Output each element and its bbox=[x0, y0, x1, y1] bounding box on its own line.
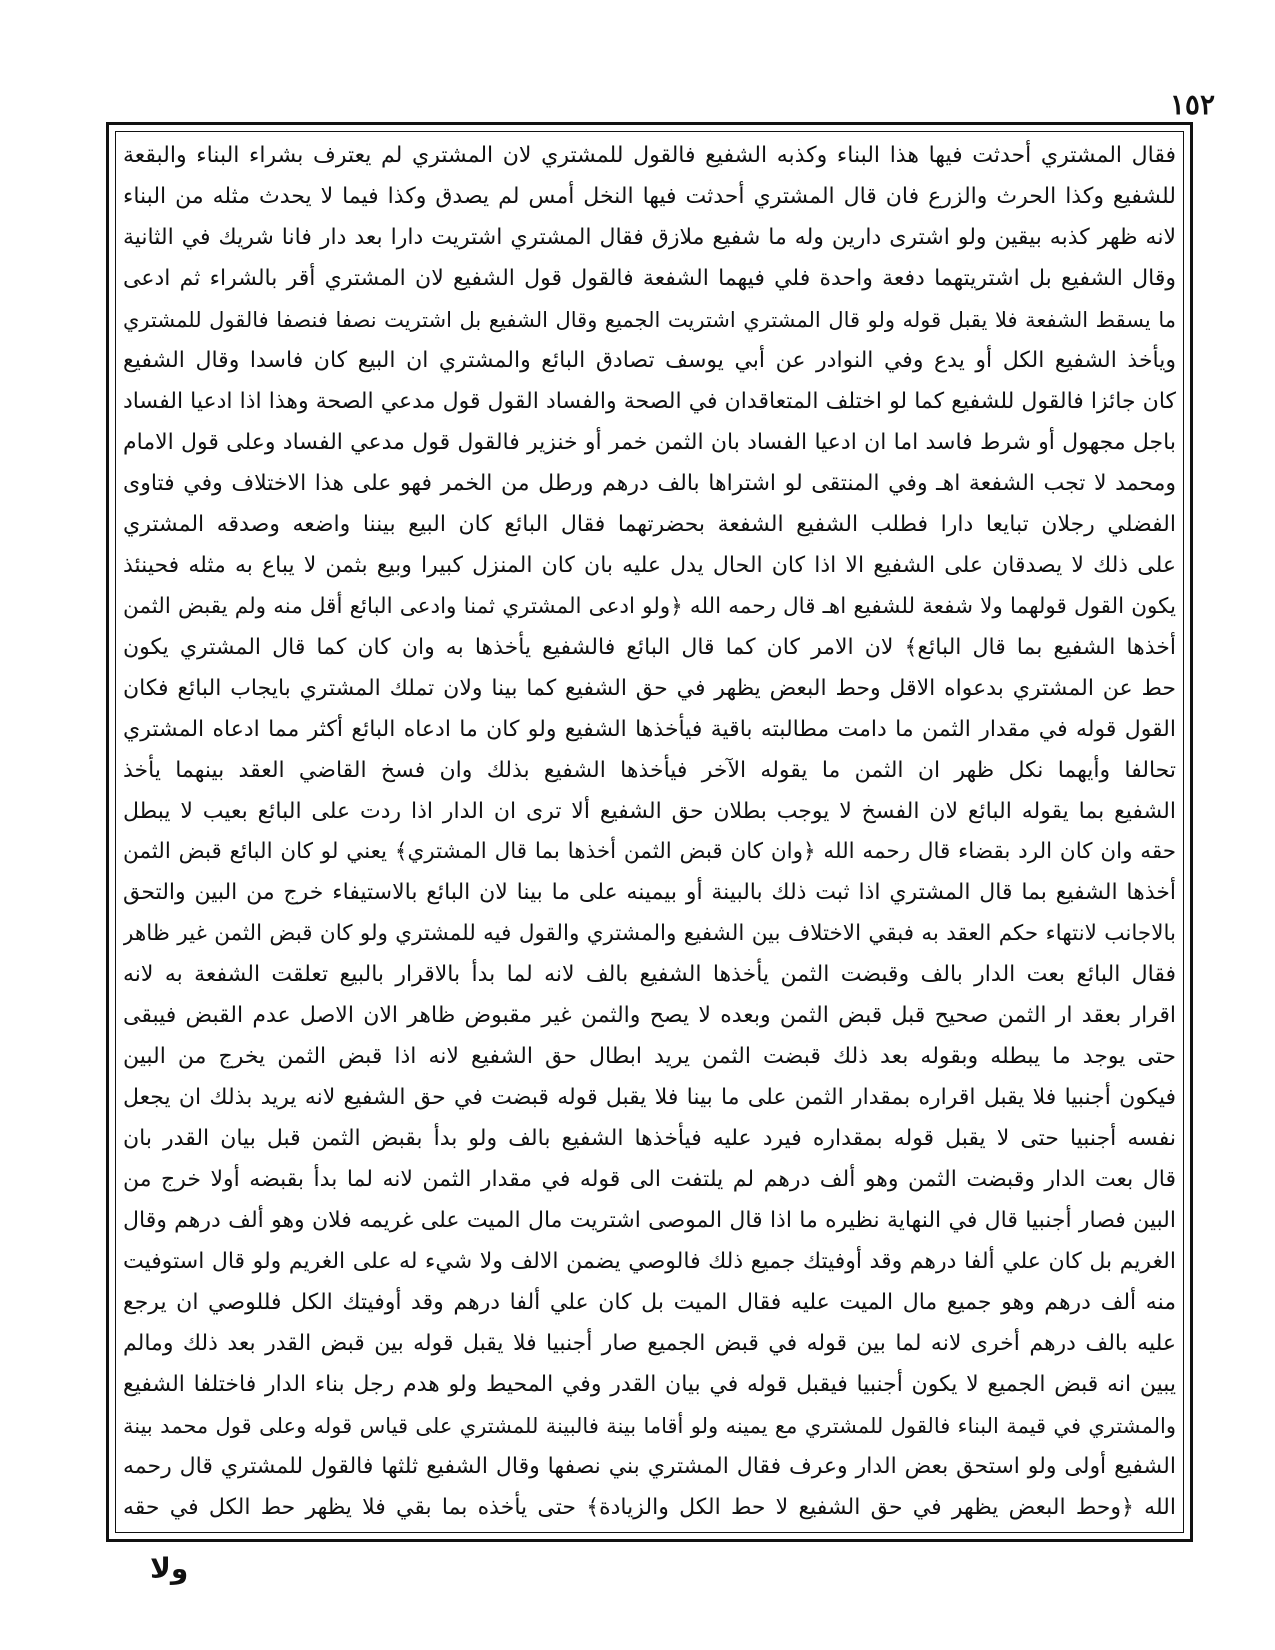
text-line: القول قوله في مقدار الثمن ما دامت مطالبته باقية فيأخذها الشفيع ولو كان ما ادعاه البائع أكثر مما ادعاه المشتري bbox=[123, 716, 1176, 742]
text-line: الشفيع أولى ولو استحق بعض الدار وعرف فقال المشتري بني نصفها وقال الشفيع ثلثها فالقول للمشتري قال رحمه bbox=[123, 1454, 1176, 1479]
text-line: ويأخذ الشفيع الكل أو يدع وفي النوادر عن أبي يوسف تصادق البائع والمشتري ان البيع كان فاسدا وقال الشفيع bbox=[123, 347, 1176, 373]
text-line: فيكون أجنبيا فلا يقبل اقراره بمقدار الثمن على ما بينا فلا يقبل قوله قبضت في حق الشفيع لانه يريد بذلك ان يجعل bbox=[123, 1085, 1176, 1111]
text-line: منه ألف درهم وهو جميع مال الميت عليه فقال الميت بل كان علي ألفا درهم وقد أوفيتك الكل فللوصي ان يرجع bbox=[123, 1290, 1176, 1316]
text-line: للشفيع وكذا الحرث والزرع فان قال المشتري أحدثت فيها النخل أمس لم يصدق وكذا فيما لا يحدث مثله من البناء bbox=[123, 183, 1176, 209]
text-line: باجل مجهول أو شرط فاسد اما ان ادعيا الفساد بان الثمن خمر أو خنزير فالقول قول مدعي الفساد وعلى قول الامام bbox=[123, 429, 1176, 455]
text-line: بالاجانب لانتهاء حكم العقد به فبقي الاختلاف بين الشفيع والمشتري والقول فيه للمشتري ولو كان قبض الثمن غير ظاهر bbox=[123, 921, 1176, 947]
text-line: الفضلي رجلان تبايعا دارا فطلب الشفيع الشفعة بحضرتهما فقال البائع كان البيع بيننا واضعه وصدقه المشتري bbox=[123, 511, 1176, 537]
text-line: نفسه أجنبيا حتى لا يقبل قوله بمقداره فيرد عليه فيأخذها الشفيع بالف ولو بدأ بقبض الثمن قبل بيان القدر بان bbox=[123, 1126, 1176, 1152]
text-line: وقال الشفيع بل اشتريتهما دفعة واحدة فلي فيهما الشفعة فالقول قول الشفيع لان المشتري أقر بالشراء ثم ادعى bbox=[123, 265, 1176, 291]
page-number: ١٥٢ bbox=[1169, 88, 1215, 121]
text-line: حتى يوجد ما يبطله وبقوله بعد ذلك قبضت الثمن يريد ابطال حق الشفيع لانه اذا قبض الثمن يخرج من البين bbox=[123, 1044, 1176, 1070]
text-line: البين فصار أجنبيا قال في النهاية نظيره ما اذا قال الموصى اشتريت مال الميت على غريمه فلان وهو ألف درهم وقال bbox=[123, 1208, 1176, 1234]
text-line: حط عن المشتري بدعواه الاقل وحط البعض يظهر في حق الشفيع كما بينا ولان تملك المشتري بايجاب البائع فكان bbox=[123, 675, 1176, 701]
text-line: ومحمد لا تجب الشفعة اهـ وفي المنتقى لو اشتراها بالف درهم ورطل من الخمر فهو على هذا الاختلاف وفي فتاوى bbox=[123, 470, 1176, 496]
page-frame bbox=[106, 122, 1193, 1542]
text-line: قال بعت الدار وقبضت الثمن وهو ألف درهم لم يلتفت الى قوله في مقدار الثمن لانه لما بدأ بقبضه أولا خرج من bbox=[123, 1167, 1176, 1193]
text-line: فقال البائع بعت الدار بالف وقبضت الثمن يأخذها الشفيع بالف لانه لما بدأ بالاقرار بالبيع تعلقت الشفعة به لانه bbox=[123, 962, 1176, 988]
text-line: الغريم بل كان علي ألفا درهم وقد أوفيتك جميع ذلك فالوصي يضمن الالف ولا شيء له على الغريم ولو قال استوفيت bbox=[123, 1249, 1176, 1275]
text-line: كان جائزا فالقول للشفيع كما لو اختلف المتعاقدان في الصحة والفساد القول قول مدعي الصحة وهذا اذا ادعيا الفساد bbox=[123, 388, 1176, 414]
text-line: تحالفا وأيهما نكل ظهر ان الثمن ما يقوله الآخر فيأخذها الشفيع بذلك وان فسخ القاضي العقد بينهما يأخذ bbox=[123, 757, 1176, 783]
text-line: اقرار بعقد ار الثمن صحيح قبل قبض الثمن وبعده لا يصح والثمن غير مقبوض ظاهر الان الاصل عدم القبض فيبقى bbox=[123, 1003, 1176, 1029]
body-text bbox=[123, 139, 1176, 1525]
text-line: يبين انه قبض الجميع لا يكون أجنبيا فيقبل قوله في بيان القدر وفي المحيط ولو هدم رجل بناء الدار فاختلفا الشفيع bbox=[123, 1372, 1176, 1398]
text-line: والمشتري في قيمة البناء فالقول للمشتري مع يمينه ولو أقاما بينة فالبينة للمشتري على قياس قوله وعلى قول محمد بينة bbox=[123, 1414, 1176, 1439]
text-line: يكون القول قولهما ولا شفعة للشفيع اهـ قال رحمه الله ﴿ولو ادعى المشتري ثمنا وادعى البائع أقل منه ولم يقبض الثمن bbox=[123, 593, 1176, 619]
text-line: الله ﴿وحط البعض يظهر في حق الشفيع لا حط الكل والزيادة﴾ حتى يأخذه بما بقي فلا يظهر حط الكل في حقه bbox=[123, 1494, 1176, 1520]
text-line: الشفيع بما يقوله البائع لان الفسخ لا يوجب بطلان حق الشفيع ألا ترى ان الدار اذا ردت على البائع بعيب لا يبطل bbox=[123, 798, 1176, 824]
text-line: ما يسقط الشفعة فلا يقبل قوله ولو قال المشتري اشتريت الجميع وقال الشفيع بل اشتريت نصفا فنصفا فالقول للمشتري bbox=[123, 307, 1176, 332]
text-line: فقال المشتري أحدثت فيها هذا البناء وكذبه الشفيع فالقول للمشتري لان المشتري لم يعترف بشراء البناء والبقعة bbox=[123, 143, 1176, 168]
text-line: عليه بالف درهم أخرى لانه لما بين قوله في قبض الجميع صار أجنبيا فلا يقبل قوله بين قبض القدر بعد ذلك ومالم bbox=[123, 1331, 1176, 1357]
text-line: أخذها الشفيع بما قال البائع﴾ لان الامر كان كما قال البائع فالشفيع يأخذها به وان كان كما قال المشتري يكون bbox=[123, 634, 1176, 660]
text-line: أخذها الشفيع بما قال المشتري اذا ثبت ذلك بالبينة أو بيمينه على ما بينا لان البائع بالاستيفاء خرج من البين والتحق bbox=[123, 880, 1176, 906]
text-line: لانه ظهر كذبه بيقين ولو اشترى دارين وله ما شفيع ملازق فقال المشتري اشتريت دارا بعد دار فانا شريك في الثانية bbox=[123, 224, 1176, 250]
catchword: ولا bbox=[150, 1552, 189, 1585]
text-line: على ذلك لا يصدقان على الشفيع الا اذا كان الحال يدل عليه بان كان المنزل كبيرا وبيع بثمن لا يباع به مثله فحينئذ bbox=[123, 552, 1176, 578]
text-line: حقه وان كان الرد بقضاء قال رحمه الله ﴿وان كان قبض الثمن أخذها بما قال المشتري﴾ يعني لو كان البائع قبض الثمن bbox=[123, 839, 1176, 865]
